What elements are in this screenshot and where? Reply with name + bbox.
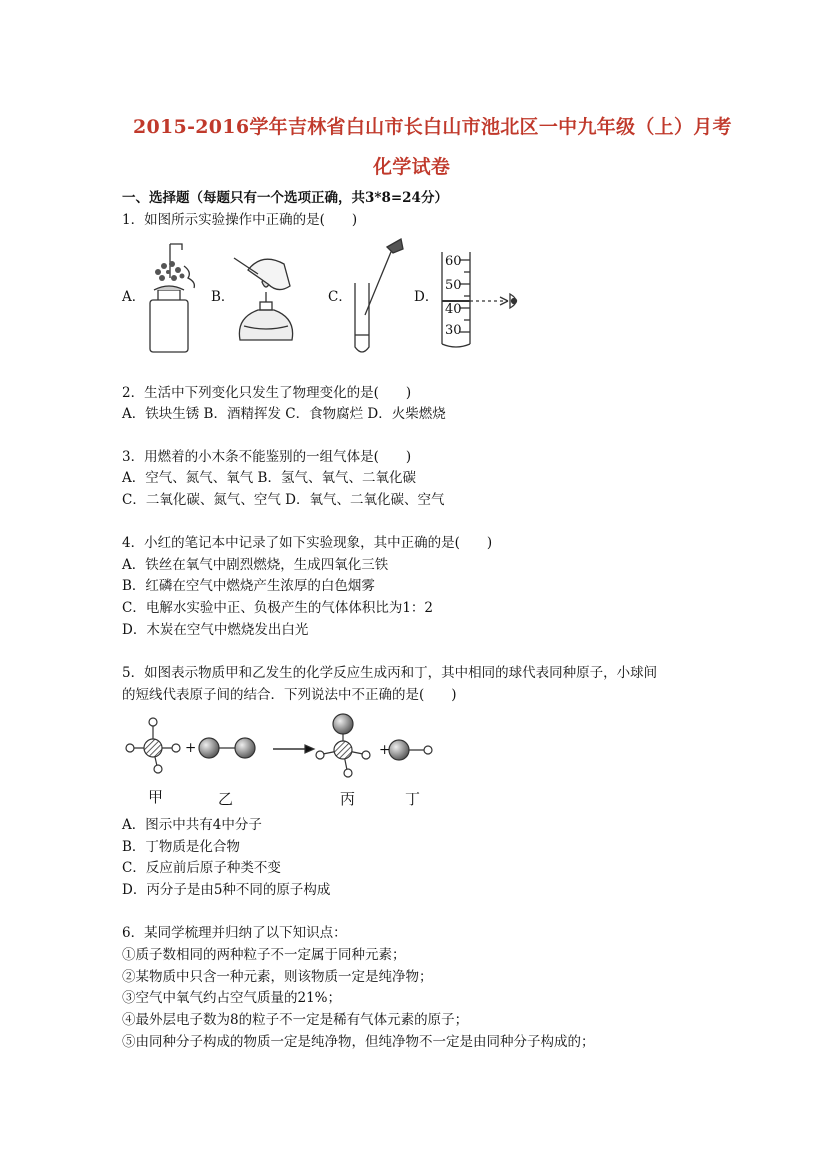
question-4-option-c: C．电解水实验中正、负极产生的气体体积比为1：2 (122, 600, 434, 616)
question-5-stem-line2: 的短线代表原子间的结合．下列说法中不正确的是( ) (122, 687, 457, 703)
cylinder-tick-50: 50 (445, 278, 462, 293)
question-2-options: A．铁块生锈 B．酒精挥发 C．食物腐烂 D．火柴燃烧 (122, 406, 446, 422)
question-6-point-3: ③空气中氧气约占空气质量的21%； (122, 990, 342, 1006)
cylinder-tick-60: 60 (445, 254, 462, 269)
cylinder-tick-30: 30 (445, 323, 462, 338)
question-5-option-d: D．丙分子是由5种不同的原子构成 (122, 882, 331, 898)
test-tube-dropper-figure (345, 235, 405, 360)
molecule-label-jia: 甲 (148, 788, 164, 806)
reaction-plus-2: + (379, 742, 391, 758)
page-title-line2: 化学试卷 (373, 156, 451, 178)
question-4-option-d: D．木炭在空气中燃烧发出白光 (122, 622, 309, 638)
question-6-stem: 6．某同学梳理并归纳了以下知识点： (122, 925, 347, 941)
molecule-label-bing: 丙 (340, 790, 356, 808)
question-4-option-a: A．铁丝在氧气中剧烈燃烧，生成四氧化三铁 (122, 557, 389, 573)
question-4-stem: 4．小红的笔记本中记录了如下实验现象，其中正确的是( ) (122, 535, 493, 551)
reaction-diagram (125, 712, 445, 802)
q1-option-d-label: D． (414, 289, 439, 305)
question-3-options-ab: A．空气、氮气、氧气 B．氢气、氧气、二氧化碳 (122, 470, 416, 486)
question-1-stem: 1．如图所示实验操作中正确的是( ) (122, 212, 358, 228)
question-6-point-1: ①质子数相同的两种粒子不一定属于同种元素； (122, 947, 406, 963)
molecule-label-yi: 乙 (218, 790, 234, 808)
q1-option-a-label: A． (122, 289, 146, 305)
section-heading: 一、选择题（每题只有一个选项正确，共3*8=24分） (122, 190, 448, 206)
question-5-stem-line1: 5．如图表示物质甲和乙发生的化学反应生成丙和丁，其中相同的球代表同种原子，小球间 (122, 665, 658, 681)
question-6-point-4: ④最外层电子数为8的粒子不一定是稀有气体元素的原子； (122, 1012, 469, 1028)
question-2-stem: 2．生活中下列变化只发生了物理变化的是( ) (122, 385, 412, 401)
gas-bottle-figure (140, 238, 210, 358)
alcohol-lamp-figure (228, 248, 308, 358)
molecule-label-ding: 丁 (405, 790, 421, 808)
question-4-option-b: B．红磷在空气中燃烧产生浓厚的白色烟雾 (122, 578, 375, 594)
question-5-option-b: B．丁物质是化合物 (122, 839, 240, 855)
question-6-point-2: ②某物质中只含一种元素，则该物质一定是纯净物； (122, 969, 433, 985)
reaction-plus-1: + (185, 740, 197, 756)
page-title-line1: 2015-2016学年吉林省白山市长白山市池北区一中九年级（上）月考 (133, 116, 732, 138)
question-3-options-cd: C．二氧化碳、氮气、空气 D．氧气、二氧化碳、空气 (122, 492, 445, 508)
question-3-stem: 3．用燃着的小木条不能鉴别的一组气体是( ) (122, 449, 412, 465)
question-5-option-c: C．反应前后原子种类不变 (122, 860, 281, 876)
q1-option-b-label: B． (211, 289, 235, 305)
q1-option-c-label: C． (328, 289, 352, 305)
question-6-point-5: ⑤由同种分子构成的物质一定是纯净物，但纯净物不一定是由同种分子构成的； (122, 1034, 595, 1050)
cylinder-tick-40: 40 (445, 302, 462, 317)
question-5-option-a: A．图示中共有4中分子 (122, 817, 262, 833)
